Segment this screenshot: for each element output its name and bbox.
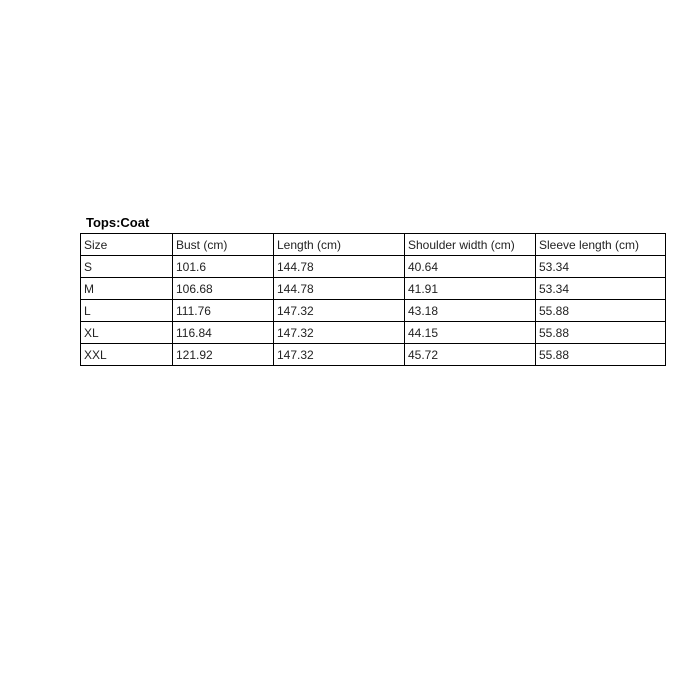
cell-sleeve-length: 53.34 <box>536 278 666 300</box>
header-cell-length: Length (cm) <box>274 234 405 256</box>
cell-length: 144.78 <box>274 278 405 300</box>
cell-bust: 111.76 <box>173 300 274 322</box>
cell-sleeve-length: 55.88 <box>536 322 666 344</box>
cell-length: 147.32 <box>274 322 405 344</box>
cell-size: M <box>81 278 173 300</box>
table-row <box>81 300 666 322</box>
cell-shoulder-width: 43.18 <box>405 300 536 322</box>
cell-bust: 101.6 <box>173 256 274 278</box>
cell-size: L <box>81 300 173 322</box>
header-cell-bust: Bust (cm) <box>173 234 274 256</box>
cell-size: XL <box>81 322 173 344</box>
cell-size: S <box>81 256 173 278</box>
cell-shoulder-width: 45.72 <box>405 344 536 366</box>
cell-sleeve-length: 55.88 <box>536 300 666 322</box>
table-title: Tops:Coat <box>86 215 150 230</box>
table-row <box>81 344 666 366</box>
table-row <box>81 322 666 344</box>
header-cell-sleeve-length: Sleeve length (cm) <box>536 234 666 256</box>
cell-shoulder-width: 44.15 <box>405 322 536 344</box>
cell-shoulder-width: 40.64 <box>405 256 536 278</box>
cell-bust: 116.84 <box>173 322 274 344</box>
cell-length: 147.32 <box>274 344 405 366</box>
table-row <box>81 278 666 300</box>
cell-sleeve-length: 53.34 <box>536 256 666 278</box>
cell-bust: 106.68 <box>173 278 274 300</box>
cell-length: 147.32 <box>274 300 405 322</box>
table-header-row <box>81 234 666 256</box>
header-cell-shoulder-width: Shoulder width (cm) <box>405 234 536 256</box>
cell-length: 144.78 <box>274 256 405 278</box>
cell-size: XXL <box>81 344 173 366</box>
size-chart-table <box>80 233 666 366</box>
cell-sleeve-length: 55.88 <box>536 344 666 366</box>
cell-shoulder-width: 41.91 <box>405 278 536 300</box>
table-row <box>81 256 666 278</box>
header-cell-size: Size <box>81 234 173 256</box>
cell-bust: 121.92 <box>173 344 274 366</box>
